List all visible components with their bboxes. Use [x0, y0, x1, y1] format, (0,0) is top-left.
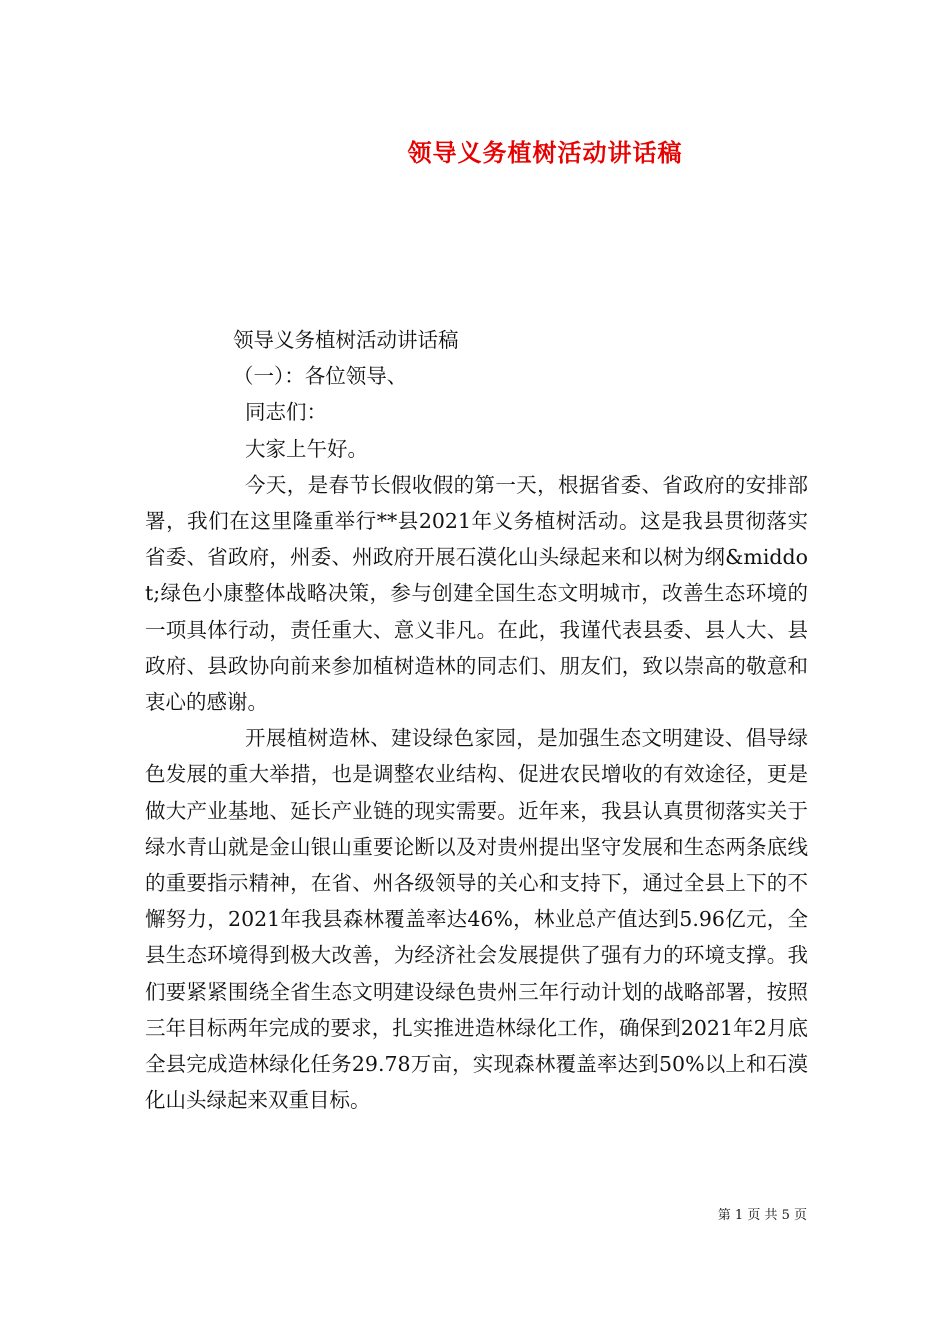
greeting-line: 大家上午好。: [245, 436, 368, 461]
document-subtitle: 领导义务植树活动讲话稿: [233, 328, 459, 352]
salutation-line-2: 同志们：: [245, 400, 327, 425]
salutation-line-1: （一）：各位领导、: [233, 364, 408, 389]
document-body: [145, 322, 808, 1118]
paragraph-2: 开展植树造林、建设绿色家园，是加强生态文明建设、倡导绿色发展的重大举措，也是调整农业结构、促进农民增收的有效途径，更是做大产业基地、延长产业链的现实需要。近年来，我县认真贯彻落实关于绿水青山就是金山银山重要论断以及对贵州提出坚守发展和生态两条底线的重要指示精神，在省、州各级领导的关心和支持下，通过全县上下的不懈努力，2021年我县森林覆盖率达46%，林业总产值达到5.96亿元，全县生态环境得到极大改善，为经济社会发展提供了强有力的环境支撑。我们要紧紧围绕全省生态文明建设绿色贵州三年行动计划的战略部署，按照三年目标两年完成的要求，扎实推进造林绿化工作，确保到2021年2月底全县完成造林绿化任务29.78万亩，实现森林覆盖率达到50%以上和石漠化山头绿起来双重目标。: [145, 726, 808, 1113]
document-title: 领导义务植树活动讲话稿: [407, 138, 683, 167]
paragraph-1: 今天，是春节长假收假的第一天，根据省委、省政府的安排部署，我们在这里隆重举行**县2021年义务植树活动。这是我县贯彻落实省委、省政府，州委、州政府开展石漠化山头绿起来和以树为纲&middot;绿色小康整体战略决策，参与创建全国生态文明城市，改善生态环境的一项具体行动，责任重大、意义非凡。在此，我谨代表县委、县人大、县政府、县政协向前来参加植树造林的同志们、朋友们，致以崇高的敬意和衷心的感谢。: [145, 472, 808, 715]
page-number-footer: 第 1 页 共 5 页: [717, 1208, 807, 1223]
